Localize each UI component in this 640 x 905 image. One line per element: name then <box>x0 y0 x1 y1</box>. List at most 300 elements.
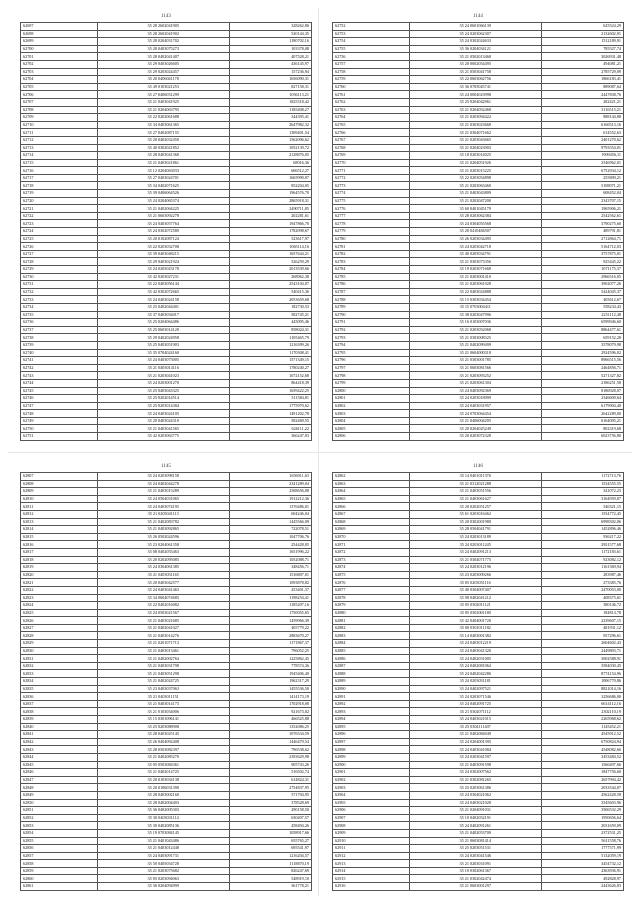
record-number: 62776 <box>333 205 410 213</box>
table-row <box>21 395 312 403</box>
table-row <box>333 670 624 678</box>
record-code: 35 24 0403091731 <box>97 852 229 860</box>
table-row <box>21 319 312 327</box>
table-row <box>333 303 624 311</box>
record-number: 62905 <box>333 799 410 807</box>
record-code: 35 37 0403034017 <box>97 311 229 319</box>
record-amount: 344395,41 <box>229 114 311 122</box>
table-row <box>333 23 624 31</box>
table-row <box>333 571 624 579</box>
record-number: 62798 <box>333 372 410 380</box>
record-code: 35 24 0403073005 <box>97 357 229 365</box>
table-row <box>333 433 624 441</box>
record-amount: 5164712,03 <box>541 243 623 251</box>
record-amount: 366247,03 <box>229 433 311 441</box>
record-amount: 405612,67 <box>541 296 623 304</box>
record-number: 62909 <box>333 829 410 837</box>
record-amount: 2543104,07 <box>229 281 311 289</box>
record-amount: 614552,63 <box>541 129 623 137</box>
record-amount: 2490711,85 <box>229 205 311 213</box>
record-code: 35 28 0403002160 <box>97 791 229 799</box>
record-amount: 3578079,98 <box>541 341 623 349</box>
table-row <box>333 190 624 198</box>
record-code: 35 20 0406041178 <box>97 76 229 84</box>
record-code: 35 21 0402099499 <box>409 341 541 349</box>
record-number: 62789 <box>333 303 410 311</box>
record-number: 62847 <box>21 776 98 784</box>
record-number: 62716 <box>21 167 98 175</box>
table-row <box>333 296 624 304</box>
record-code: 35 24 0203062307 <box>409 30 541 38</box>
table-row <box>333 372 624 380</box>
record-code: 35 05 0203094063 <box>97 875 229 883</box>
record-amount: 1566497,66 <box>541 761 623 769</box>
record-code: 35 25 0203051531 <box>409 845 541 853</box>
record-number: 62815 <box>21 533 98 541</box>
record-amount: 6164095,21 <box>541 417 623 425</box>
record-amount: 2883670,27 <box>229 632 311 640</box>
table-row <box>21 822 312 830</box>
record-amount: 1225862,45 <box>229 655 311 663</box>
data-table <box>332 472 624 891</box>
record-amount: 1534555,55 <box>541 480 623 488</box>
record-code: 35 24 0204001395 <box>409 738 541 746</box>
record-code: 35 34 0403061365 <box>97 121 229 129</box>
record-number: 62904 <box>333 791 410 799</box>
record-code: 35 25 0402044401 <box>97 303 229 311</box>
table-row <box>21 731 312 739</box>
record-code: 35 21 0204063795 <box>97 106 229 114</box>
record-number: 62766 <box>333 129 410 137</box>
record-amount: 2013539,66 <box>229 266 311 274</box>
record-number: 62723 <box>21 220 98 228</box>
table-row <box>333 319 624 327</box>
record-code: 35 21 0603092278 <box>97 212 229 220</box>
record-code: 35 24 0203013189 <box>409 533 541 541</box>
record-code: 35 40 0302021852 <box>97 144 229 152</box>
record-number: 62701 <box>21 53 98 61</box>
record-code: 35 24 0203011245 <box>409 541 541 549</box>
record-amount: 3116515,21 <box>541 106 623 114</box>
record-number: 62849 <box>21 791 98 799</box>
record-amount: 3757875,01 <box>541 250 623 258</box>
record-number: 62742 <box>21 364 98 372</box>
record-code: 35 21 0302071112 <box>409 708 541 716</box>
record-code: 35 20 0403024310 <box>97 417 229 425</box>
table-row <box>21 334 312 342</box>
record-amount: 608452,04 <box>541 190 623 198</box>
record-code: 35 21 0402014725 <box>97 769 229 777</box>
record-code: 35 24 0304055568 <box>409 220 541 228</box>
record-amount: 1562006,62 <box>229 136 311 144</box>
record-amount: 6599946,60 <box>541 319 623 327</box>
record-code: 35 42 0302072665 <box>97 288 229 296</box>
record-amount: 2053659,68 <box>229 296 311 304</box>
record-number: 62746 <box>21 395 98 403</box>
table-row <box>333 510 624 518</box>
record-amount: 582745,21 <box>229 311 311 319</box>
record-number: 62748 <box>21 410 98 418</box>
table-row <box>21 883 312 891</box>
record-amount: 582469,55 <box>229 417 311 425</box>
record-code: 35 24 0402091213 <box>409 548 541 556</box>
table-row <box>21 708 312 716</box>
record-number: 62886 <box>333 655 410 663</box>
record-amount: 511584,81 <box>229 395 311 403</box>
record-number: 62855 <box>21 837 98 845</box>
table-row <box>21 655 312 663</box>
table-row <box>21 860 312 868</box>
table-row <box>21 364 312 372</box>
table-row <box>333 723 624 731</box>
record-code: 35 21 0403041565 <box>97 425 229 433</box>
record-number: 62827 <box>21 624 98 632</box>
record-amount: 1376486,01 <box>229 503 311 511</box>
record-number: 62737 <box>21 326 98 334</box>
record-amount: 1512189,91 <box>541 38 623 46</box>
record-number: 62867 <box>333 510 410 518</box>
table-row <box>333 495 624 503</box>
record-amount: 492828,97 <box>541 875 623 883</box>
record-code: 35 25 0403043325 <box>97 387 229 395</box>
record-number: 62833 <box>21 670 98 678</box>
table-row <box>21 678 312 686</box>
record-code: 35 21 0204023003 <box>409 144 541 152</box>
record-amount: 571704,95 <box>229 791 311 799</box>
record-code: 35 28 0402041407 <box>97 53 229 61</box>
record-amount: 2542562,61 <box>541 212 623 220</box>
record-code: 35 24 0504031065 <box>97 495 229 503</box>
record-number: 62840 <box>21 723 98 731</box>
record-code: 35 18 0203014025 <box>409 152 541 160</box>
record-code: 35 00 0301011182 <box>409 624 541 632</box>
table-row <box>333 761 624 769</box>
table-row <box>333 533 624 541</box>
record-amount: 606512,27 <box>229 167 311 175</box>
page-number: 1146 <box>473 464 483 469</box>
record-number: 62813 <box>21 518 98 526</box>
record-amount: 2265968,62 <box>541 716 623 724</box>
record-code: 35 28 0503082397 <box>97 746 229 754</box>
record-number: 62830 <box>21 647 98 655</box>
record-number: 62887 <box>333 662 410 670</box>
record-amount: 1516807,01 <box>229 571 311 579</box>
table-row <box>21 159 312 167</box>
record-code: 35 21 0403014116 <box>97 364 229 372</box>
record-code: 35 24 0403021028 <box>409 799 541 807</box>
table-row <box>333 288 624 296</box>
record-number: 62910 <box>333 837 410 845</box>
table-row <box>21 106 312 114</box>
record-amount: 957296,61 <box>541 632 623 640</box>
record-code: 35 21 0403091598 <box>409 761 541 769</box>
table-row <box>21 60 312 68</box>
table-row <box>21 586 312 594</box>
record-code: 35 21 0402002764 <box>97 655 229 663</box>
table-row <box>21 647 312 655</box>
table-row <box>21 526 312 534</box>
table-row <box>21 228 312 236</box>
record-code: 35 24 0203018099 <box>409 395 541 403</box>
record-code: 35 21 0603081414 <box>409 837 541 845</box>
record-code: 35 24 0302024633 <box>409 38 541 46</box>
record-code: 35 21 0203063460 <box>409 182 541 190</box>
record-code: 35 25 0403051903 <box>97 341 229 349</box>
record-amount: 290158,50 <box>229 807 311 815</box>
table-row <box>21 372 312 380</box>
table-row <box>333 364 624 372</box>
record-code: 35 25 0202014514 <box>97 395 229 403</box>
table-row <box>21 564 312 572</box>
record-number: 62717 <box>21 174 98 182</box>
record-code: 35 25 0203088908 <box>97 723 229 731</box>
record-code: 35 10 0302061367 <box>409 867 541 875</box>
table-row <box>333 334 624 342</box>
record-code: 35 24 0402031005 <box>409 655 541 663</box>
record-code: 35 21 0403031165 <box>97 571 229 579</box>
record-amount: 925445,22 <box>541 258 623 266</box>
record-number: 62743 <box>21 372 98 380</box>
record-code: 35 28 0403075273 <box>97 45 229 53</box>
record-number: 62732 <box>21 288 98 296</box>
record-code: 35 27 0406031299 <box>97 91 229 99</box>
record-amount: 103378,08 <box>229 45 311 53</box>
table-row <box>21 182 312 190</box>
table-row <box>21 746 312 754</box>
record-number: 62811 <box>21 503 98 511</box>
record-code: 35 20 0202051257 <box>409 503 541 511</box>
record-number: 62754 <box>333 38 410 46</box>
table-row <box>21 144 312 152</box>
record-number: 62880 <box>333 609 410 617</box>
record-code: 35 21 0403015289 <box>97 488 229 496</box>
record-amount: 2464856,71 <box>541 364 623 372</box>
record-number: 62720 <box>21 197 98 205</box>
table-row <box>333 144 624 152</box>
record-code: 35 24 0203031181 <box>409 678 541 686</box>
record-code: 35 21 0402041027 <box>97 624 229 632</box>
record-code: 35 21 0204052468 <box>409 106 541 114</box>
table-row <box>333 273 624 281</box>
record-code: 35 21 0403051298 <box>97 670 229 678</box>
table-row <box>333 53 624 61</box>
record-amount: 341072,23 <box>541 488 623 496</box>
record-code: 35 21 0402085270 <box>97 753 229 761</box>
record-number: 62841 <box>21 731 98 739</box>
record-amount: 1947866,70 <box>229 220 311 228</box>
record-amount: 1912212,36 <box>229 495 311 503</box>
record-number: 62722 <box>21 212 98 220</box>
record-code: 35 24 0403041463 <box>97 586 229 594</box>
record-number: 62752 <box>333 23 410 31</box>
record-amount: 283987,46 <box>541 571 623 579</box>
record-number: 62800 <box>333 387 410 395</box>
record-amount: 852204,05 <box>229 182 311 190</box>
table-row <box>21 266 312 274</box>
record-number: 62767 <box>333 136 410 144</box>
record-code: 35 34 0402071625 <box>97 182 229 190</box>
table-row <box>333 281 624 289</box>
table-row <box>21 296 312 304</box>
data-table <box>20 472 312 891</box>
record-amount: 6998302,06 <box>541 518 623 526</box>
table-row <box>21 30 312 38</box>
table-row <box>333 235 624 243</box>
table-row <box>333 45 624 53</box>
table-row <box>21 662 312 670</box>
record-number: 62873 <box>333 556 410 564</box>
record-amount: 1656911,63 <box>229 473 311 481</box>
record-number: 62790 <box>333 311 410 319</box>
record-number: 62713 <box>21 144 98 152</box>
record-code: 35 24 0403092369 <box>409 387 541 395</box>
record-amount: 6752934,12 <box>541 167 623 175</box>
record-code: 35 21 0202047200 <box>409 197 541 205</box>
table-row <box>21 716 312 724</box>
table-row <box>21 488 312 496</box>
record-code: 35 21 0303023668 <box>409 121 541 129</box>
record-amount: 923082,12 <box>541 556 623 564</box>
record-number: 62854 <box>21 829 98 837</box>
table-row <box>21 273 312 281</box>
record-number: 62883 <box>333 632 410 640</box>
record-number: 62916 <box>333 883 410 891</box>
record-amount: 1185207,16 <box>229 602 311 610</box>
record-amount: 6750824,94 <box>541 738 623 746</box>
record-amount: 1459966,39 <box>229 617 311 625</box>
table-row <box>21 387 312 395</box>
record-code: 35 21 0502013468 <box>409 53 541 61</box>
record-number: 62850 <box>21 799 98 807</box>
record-amount: 936217,22 <box>541 533 623 541</box>
record-amount: 255809,21 <box>541 174 623 182</box>
table-row <box>21 723 312 731</box>
record-number: 62861 <box>21 883 98 891</box>
record-amount: 1491202,78 <box>229 410 311 418</box>
record-amount: 889087,64 <box>541 83 623 91</box>
record-number: 62736 <box>21 319 98 327</box>
record-amount: 2924596,02 <box>541 349 623 357</box>
record-code: 35 26 0203034495 <box>409 235 541 243</box>
record-code: 35 28 2602041905 <box>97 23 229 31</box>
record-code: 35 05 0203051116 <box>409 579 541 587</box>
table-row <box>333 417 624 425</box>
record-code: 35 21 0203075682 <box>97 867 229 875</box>
record-code: 35 25 0203014384 <box>97 402 229 410</box>
table-row <box>333 746 624 754</box>
record-code: 35 24 0304061385 <box>97 564 229 572</box>
table-row <box>333 250 624 258</box>
record-code: 35 60 0401045179 <box>409 205 541 213</box>
record-number: 62913 <box>333 860 410 868</box>
table-row <box>21 617 312 625</box>
table-row <box>21 379 312 387</box>
record-number: 62794 <box>333 341 410 349</box>
table-row <box>21 867 312 875</box>
record-amount: 1161369,94 <box>541 564 623 572</box>
record-code: 35 21 0304071775 <box>409 556 541 564</box>
record-code: 35 21 0403012448 <box>97 845 229 853</box>
record-amount: 2642289,00 <box>541 410 623 418</box>
record-amount: 1105465,79 <box>229 334 311 342</box>
record-amount: 453401,37 <box>229 586 311 594</box>
record-amount: 8864477,61 <box>541 326 623 334</box>
record-number: 62704 <box>21 76 98 84</box>
record-number: 62729 <box>21 266 98 274</box>
table-row <box>21 23 312 31</box>
record-code: 35 21 0203001410 <box>409 273 541 281</box>
record-amount: 2966516,05 <box>541 273 623 281</box>
record-code: 35 24 0601066139 <box>409 23 541 31</box>
table-row <box>333 357 624 365</box>
record-amount: 858024,31 <box>229 326 311 334</box>
table-row <box>21 205 312 213</box>
table-row <box>21 845 312 853</box>
record-number: 62879 <box>333 602 410 610</box>
record-code: 35 21 0603001297 <box>409 883 541 891</box>
record-number: 62809 <box>21 488 98 496</box>
table-row <box>333 685 624 693</box>
table-row <box>333 791 624 799</box>
record-number: 62848 <box>21 784 98 792</box>
record-code: 35 24 0203042718 <box>409 243 541 251</box>
record-amount: 481931,12 <box>541 624 623 632</box>
record-code: 35 24 0403021015 <box>409 716 541 724</box>
table-row <box>21 837 312 845</box>
record-amount: 408375,61 <box>541 594 623 602</box>
table-row <box>21 761 312 769</box>
record-code: 35 49 0103021253 <box>97 83 229 91</box>
record-number: 62784 <box>333 266 410 274</box>
page-number: 1145 <box>161 464 171 469</box>
record-code: 35 05 0302001180 <box>409 609 541 617</box>
table-row <box>333 647 624 655</box>
record-code: 35 20 0402032450 <box>97 136 229 144</box>
record-code: 35 38 0203047996 <box>409 311 541 319</box>
record-number: 62888 <box>333 670 410 678</box>
record-code: 35 24 0402091261 <box>409 822 541 830</box>
record-number: 62703 <box>21 68 98 76</box>
table-row <box>333 205 624 213</box>
page-number: 1144 <box>473 14 483 19</box>
record-number: 62818 <box>21 556 98 564</box>
record-amount: 157236,94 <box>229 68 311 76</box>
record-number: 62747 <box>21 402 98 410</box>
record-number: 62757 <box>333 60 410 68</box>
record-amount: 8821014,16 <box>541 685 623 693</box>
record-number: 62864 <box>333 488 410 496</box>
record-code: 35 21 0303008325 <box>409 334 541 342</box>
record-number: 62714 <box>21 152 98 160</box>
table-row <box>333 76 624 84</box>
record-amount: 4562428,58 <box>541 791 623 799</box>
table-row <box>333 83 624 91</box>
record-amount: 826247,69 <box>229 867 311 875</box>
record-amount: 1052139,72 <box>229 144 311 152</box>
record-number: 62778 <box>333 220 410 228</box>
table-row <box>21 685 312 693</box>
table-row <box>333 258 624 266</box>
record-number: 62826 <box>21 617 98 625</box>
record-number: 62710 <box>21 121 98 129</box>
record-amount: 5611558,76 <box>541 837 623 845</box>
table-row <box>333 518 624 526</box>
table-row <box>21 174 312 182</box>
record-amount: 1780240,27 <box>229 364 311 372</box>
record-number: 62719 <box>21 190 98 198</box>
record-number: 62853 <box>21 822 98 830</box>
record-amount: 659152,28 <box>541 334 623 342</box>
